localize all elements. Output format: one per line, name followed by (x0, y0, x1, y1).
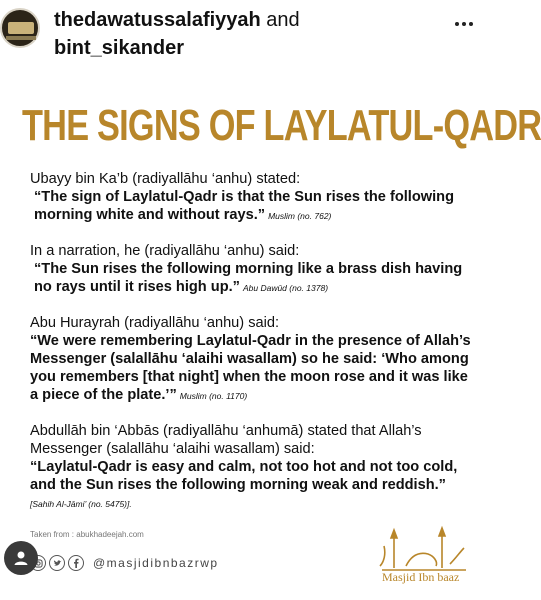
narrator-intro: In a narration, he (radiyallāhu ‘anhu) said: (30, 243, 300, 259)
account-secondary-link[interactable]: bint_sikander (54, 37, 185, 59)
narrator-intro: Abu Hurayrah (radiyallāhu ‘anhu) said: (30, 315, 280, 331)
post-header (0, 0, 481, 86)
account-joiner: and (260, 9, 300, 31)
hadith-citation: Abu Dawūd (no. 1378) (242, 283, 329, 293)
avatar-logo-icon (8, 22, 34, 34)
hadith-quote: “We were remembering Laylatul-Qadr in the presence of Allah’s Messenger (salallāhu ‘alaihi wasallam) so he said: ‘Who among you remembers [that night] when the moon rose and it was like a piece of the plate.’” Muslim (no. 1170) (30, 333, 471, 403)
account-primary-link[interactable]: thedawatussalafiyyah (54, 9, 261, 31)
account-avatar[interactable] (0, 8, 40, 48)
masjid-logo-text: Masjid Ibn baaz (382, 570, 460, 584)
hadith-citation: Muslim (no. 1170) (179, 391, 248, 401)
hadith-quote: “The sign of Laylatul-Qadr is that the Sun rises the following morning white and without rays.” Muslim (no. 762) (34, 189, 455, 223)
social-handle: @masjidibnbazrwp (93, 556, 219, 570)
hadith-paragraph (30, 314, 478, 405)
twitter-icon[interactable] (49, 555, 65, 571)
hadith-citation: [Sahih Al-Jāmi’ (no. 5475)]. (30, 499, 132, 509)
hadith-quote: “The Sun rises the following morning like a brass dish having no rays until it rises high up.” Abu Dawūd (no. 1378) (34, 261, 463, 295)
post-image (0, 86, 541, 600)
avatar-stripe (6, 36, 36, 40)
facebook-icon[interactable] (68, 555, 84, 571)
account-names (54, 6, 434, 62)
user-icon[interactable] (4, 541, 38, 575)
more-options-icon[interactable] (455, 22, 475, 28)
source-credit: Taken from : abukhadeejah.com (30, 530, 144, 539)
hadith-paragraph (30, 242, 478, 297)
hadith-quote: “Laylatul-Qadr is easy and calm, not too hot and not too cold, and the Sun rises the following morning weak and reddish.” (30, 459, 458, 493)
hadith-citation: Muslim (no. 762) (268, 211, 332, 221)
post-title: THE SIGNS OF LAYLATUL-QADR (22, 101, 541, 150)
hadith-paragraph (30, 422, 478, 513)
hadith-paragraph (30, 170, 478, 225)
narrator-intro: Ubayy bin Ka’b (radiyallāhu ‘anhu) stated: (30, 171, 301, 187)
social-links (30, 554, 219, 572)
narrator-intro: Abdullāh bin ‘Abbās (radiyallāhu ‘anhumā) stated that Allah’s Messenger (salallāhu ‘alaihi wasallam) said: (30, 423, 422, 457)
